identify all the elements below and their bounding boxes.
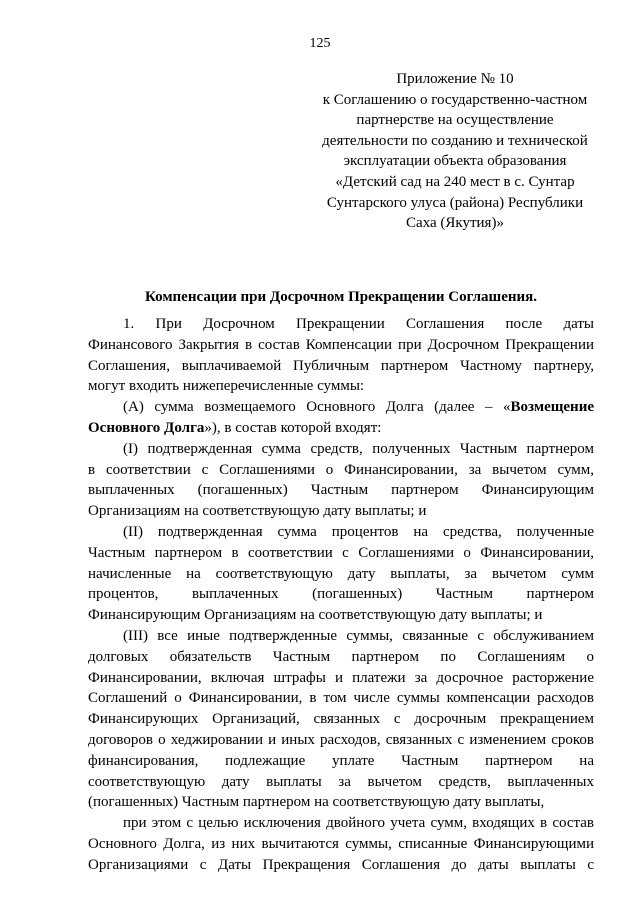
paragraph-i-line: в соответствии с Соглашениями о Финансировании, за вычетом сумм, (88, 461, 594, 478)
section-title: Компенсации при Досрочном Прекращении Соглашения. (144, 289, 538, 305)
appendix-header (302, 69, 608, 234)
paragraph-1-line: 1. При Досрочном Прекращении Соглашения после даты (123, 316, 594, 332)
page-number: 125 (309, 36, 331, 51)
paragraph-a-line (88, 397, 594, 418)
appendix-line: эксплуатации объекта образования (343, 153, 567, 170)
defined-term: Возмещение (510, 399, 594, 416)
paragraph-iii-line: Соглашений о Финансировании, в том числе суммы компенсации расходов (88, 690, 594, 707)
paragraph-iii-line: долговых обязательств Частным партнером по Соглашениям о (88, 648, 594, 665)
paragraph-i-line: выплаченных (погашенных) Частным партнером Финансирующим (88, 482, 594, 499)
paragraph-1-line: могут входить нижеперечисленные суммы: (88, 378, 365, 395)
paragraph-i-line: (I) подтвержденная сумма средств, полученных Частным партнером (123, 440, 594, 457)
paragraph-final-line: при этом с целью исключения двойного учета сумм, входящих в состав (123, 815, 594, 832)
appendix-line: «Детский сад на 240 мест в с. Сунтар (335, 173, 575, 190)
appendix-line: Приложение № 10 (396, 71, 514, 87)
document-body (88, 314, 594, 876)
paragraph-i-line: Организациям на соответствующую дату выплаты; и (88, 503, 427, 520)
paragraph-iii-line: соответствующую дату выплаты за вычетом средств, выплаченных (88, 773, 594, 790)
paragraph-1-line: Финансового Закрытия в состав Компенсации при Досрочном Прекращении (88, 336, 594, 353)
paragraph-iii-line: (погашенных) Частным партнером на соответствующую дату выплаты, (88, 794, 545, 811)
appendix-line: Саха (Якутия)» (406, 215, 504, 232)
paragraph-1-line: Соглашения, выплачиваемой Публичным партнером Частному партнеру, (88, 357, 594, 374)
appendix-line: деятельности по созданию и технической (322, 132, 588, 149)
paragraph-a-text: (А) сумма возмещаемого Основного Долга (далее – « (123, 399, 511, 416)
paragraph-ii-line: начисленные на соответствующую дату выплаты, за вычетом сумм (88, 565, 594, 582)
paragraph-iii-line: Финансирующих Организаций, связанных с досрочным прекращением (88, 711, 594, 728)
appendix-line: партнерстве на осуществление (356, 112, 554, 129)
paragraph-ii-line: Частным партнером в соответствии с Соглашениями о Финансировании, (88, 544, 594, 561)
paragraph-final-line: Основного Долга, из них вычитаются суммы, списанные Финансирующими (88, 835, 594, 852)
defined-term: Основного Долга (88, 419, 205, 436)
paragraph-final-line: Организациями с Даты Прекращения Соглашения до даты выплаты с (88, 856, 594, 873)
paragraph-iii-line: договоров о хеджировании и иных расходов, связанных с изменением сроков (88, 731, 594, 748)
appendix-line: к Соглашению о государственно-частном (322, 91, 588, 108)
paragraph-iii-line: финансирования, подлежащие уплате Частным партнером на (88, 752, 594, 769)
paragraph-ii-line: процентов, выплаченных (погашенных) Частным партнером (88, 586, 594, 603)
paragraph-ii-line: (II) подтвержденная сумма процентов на средства, полученные (123, 523, 594, 540)
paragraph-ii-line: Финансирующим Организациям на соответствующую дату выплаты; и (88, 607, 543, 624)
appendix-line: Сунтарского улуса (района) Республики (326, 194, 584, 211)
paragraph-iii-line: Финансировании, включая штрафы и платежи за досрочное расторжение (88, 669, 594, 686)
paragraph-iii-line: (III) все иные подтвержденные суммы, связанные с обслуживанием (123, 627, 594, 644)
paragraph-a-line (88, 418, 594, 439)
paragraph-a-text: »), в состав которой входят: (204, 419, 382, 436)
